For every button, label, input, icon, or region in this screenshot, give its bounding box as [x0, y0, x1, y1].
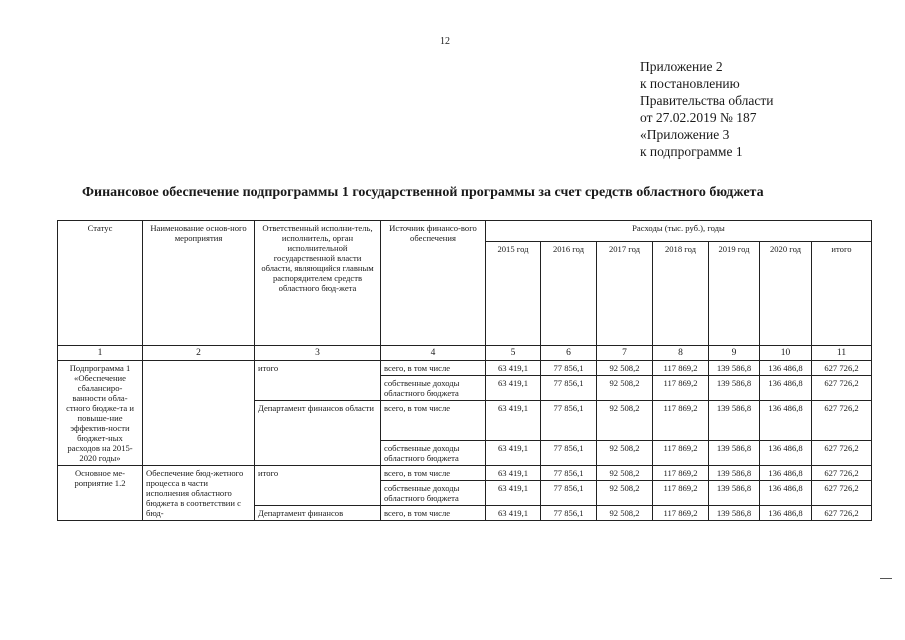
- column-number: 8: [653, 346, 709, 361]
- column-number: 10: [760, 346, 812, 361]
- amount-cell: 92 508,2: [597, 441, 653, 466]
- amount-cell: 627 726,2: [812, 506, 872, 521]
- source-cell: всего, в том числе: [381, 401, 486, 441]
- amount-cell: 117 869,2: [653, 361, 709, 376]
- source-cell: собственные доходы областного бюджета: [381, 376, 486, 401]
- amount-cell: 139 586,8: [709, 376, 760, 401]
- responsible-cell: итого: [255, 361, 381, 401]
- amount-cell: 63 419,1: [486, 466, 541, 481]
- appendix-line: от 27.02.2019 № 187: [640, 110, 757, 125]
- amount-cell: 117 869,2: [653, 376, 709, 401]
- header-expenses: Расходы (тыс. руб.), годы: [486, 221, 872, 242]
- margin-mark: [880, 578, 892, 579]
- table-row: [58, 361, 872, 376]
- header-year: 2019 год: [709, 242, 760, 346]
- amount-cell: 77 856,1: [541, 361, 597, 376]
- amount-cell: 63 419,1: [486, 401, 541, 441]
- source-cell: всего, в том числе: [381, 466, 486, 481]
- amount-cell: 77 856,1: [541, 481, 597, 506]
- column-number: 11: [812, 346, 872, 361]
- amount-cell: 77 856,1: [541, 441, 597, 466]
- appendix-line: Приложение 2: [640, 59, 723, 74]
- amount-cell: 77 856,1: [541, 376, 597, 401]
- amount-cell: 139 586,8: [709, 481, 760, 506]
- amount-cell: 92 508,2: [597, 506, 653, 521]
- activity-name-cell: Обеспечение бюд-жетного процесса в части исполнения областного бюджета в соответствии с бюд-: [143, 466, 255, 521]
- amount-cell: 77 856,1: [541, 466, 597, 481]
- source-cell: всего, в том числе: [381, 506, 486, 521]
- budget-table: [57, 220, 872, 521]
- amount-cell: 117 869,2: [653, 506, 709, 521]
- amount-cell: 136 486,8: [760, 441, 812, 466]
- column-number: 7: [597, 346, 653, 361]
- responsible-cell: итого: [255, 466, 381, 506]
- amount-cell: 63 419,1: [486, 441, 541, 466]
- amount-cell: 63 419,1: [486, 506, 541, 521]
- appendix-line: к подпрограмме 1: [640, 144, 743, 159]
- amount-cell: 139 586,8: [709, 401, 760, 441]
- activity-name-cell: [143, 361, 255, 466]
- amount-cell: 92 508,2: [597, 466, 653, 481]
- amount-cell: 77 856,1: [541, 506, 597, 521]
- amount-cell: 136 486,8: [760, 506, 812, 521]
- header-row: [58, 221, 872, 242]
- column-number-row: [58, 346, 872, 361]
- amount-cell: 92 508,2: [597, 376, 653, 401]
- header-total: итого: [812, 242, 872, 346]
- source-cell: всего, в том числе: [381, 361, 486, 376]
- amount-cell: 627 726,2: [812, 401, 872, 441]
- document-title: Финансовое обеспечение подпрограммы 1 государственной программы за счет средств областного бюджета: [82, 185, 764, 200]
- amount-cell: 77 856,1: [541, 401, 597, 441]
- responsible-cell: Департамент финансов: [255, 506, 381, 521]
- amount-cell: 136 486,8: [760, 401, 812, 441]
- column-number: 2: [143, 346, 255, 361]
- status-cell: Подпрограмма 1 «Обеспечение сбалансиро-ванности обла-стного бюдже-та и повыше-ние эффектив-ности бюджет-ных расходов на 2015-2020 годы»: [58, 361, 143, 466]
- appendix-line: Правительства области: [640, 93, 774, 108]
- amount-cell: 92 508,2: [597, 401, 653, 441]
- column-number: 3: [255, 346, 381, 361]
- column-number: 5: [486, 346, 541, 361]
- amount-cell: 92 508,2: [597, 481, 653, 506]
- amount-cell: 627 726,2: [812, 466, 872, 481]
- column-number: 1: [58, 346, 143, 361]
- amount-cell: 63 419,1: [486, 361, 541, 376]
- header-status: Статус: [58, 221, 143, 346]
- amount-cell: 117 869,2: [653, 466, 709, 481]
- appendix-line: к постановлению: [640, 76, 740, 91]
- header-name: Наименование основ-ного мероприятия: [143, 221, 255, 346]
- header-year: 2015 год: [486, 242, 541, 346]
- header-year: 2017 год: [597, 242, 653, 346]
- appendix-block: [640, 58, 773, 160]
- appendix-line: «Приложение 3: [640, 127, 730, 142]
- amount-cell: 117 869,2: [653, 481, 709, 506]
- amount-cell: 92 508,2: [597, 361, 653, 376]
- amount-cell: 63 419,1: [486, 481, 541, 506]
- amount-cell: 627 726,2: [812, 376, 872, 401]
- column-number: 6: [541, 346, 597, 361]
- header-year: 2020 год: [760, 242, 812, 346]
- source-cell: собственные доходы областного бюджета: [381, 441, 486, 466]
- header-responsible: Ответственный исполни-тель, исполнитель, орган исполнительной государственной власти области, являющийся главным распорядителем средств областного бюд-жета: [255, 221, 381, 346]
- amount-cell: 117 869,2: [653, 441, 709, 466]
- amount-cell: 139 586,8: [709, 361, 760, 376]
- amount-cell: 136 486,8: [760, 466, 812, 481]
- amount-cell: 627 726,2: [812, 441, 872, 466]
- column-number: 9: [709, 346, 760, 361]
- table-row: [58, 466, 872, 481]
- status-cell: Основное ме-роприятие 1.2: [58, 466, 143, 521]
- amount-cell: 136 486,8: [760, 376, 812, 401]
- amount-cell: 117 869,2: [653, 401, 709, 441]
- header-year: 2018 год: [653, 242, 709, 346]
- responsible-cell: Департамент финансов области: [255, 401, 381, 466]
- amount-cell: 627 726,2: [812, 361, 872, 376]
- header-source: Источник финансо-вого обеспечения: [381, 221, 486, 346]
- amount-cell: 139 586,8: [709, 466, 760, 481]
- page-number: 12: [440, 36, 450, 47]
- amount-cell: 136 486,8: [760, 361, 812, 376]
- header-year: 2016 год: [541, 242, 597, 346]
- source-cell: собственные доходы областного бюджета: [381, 481, 486, 506]
- amount-cell: 139 586,8: [709, 506, 760, 521]
- amount-cell: 136 486,8: [760, 481, 812, 506]
- amount-cell: 63 419,1: [486, 376, 541, 401]
- column-number: 4: [381, 346, 486, 361]
- amount-cell: 627 726,2: [812, 481, 872, 506]
- amount-cell: 139 586,8: [709, 441, 760, 466]
